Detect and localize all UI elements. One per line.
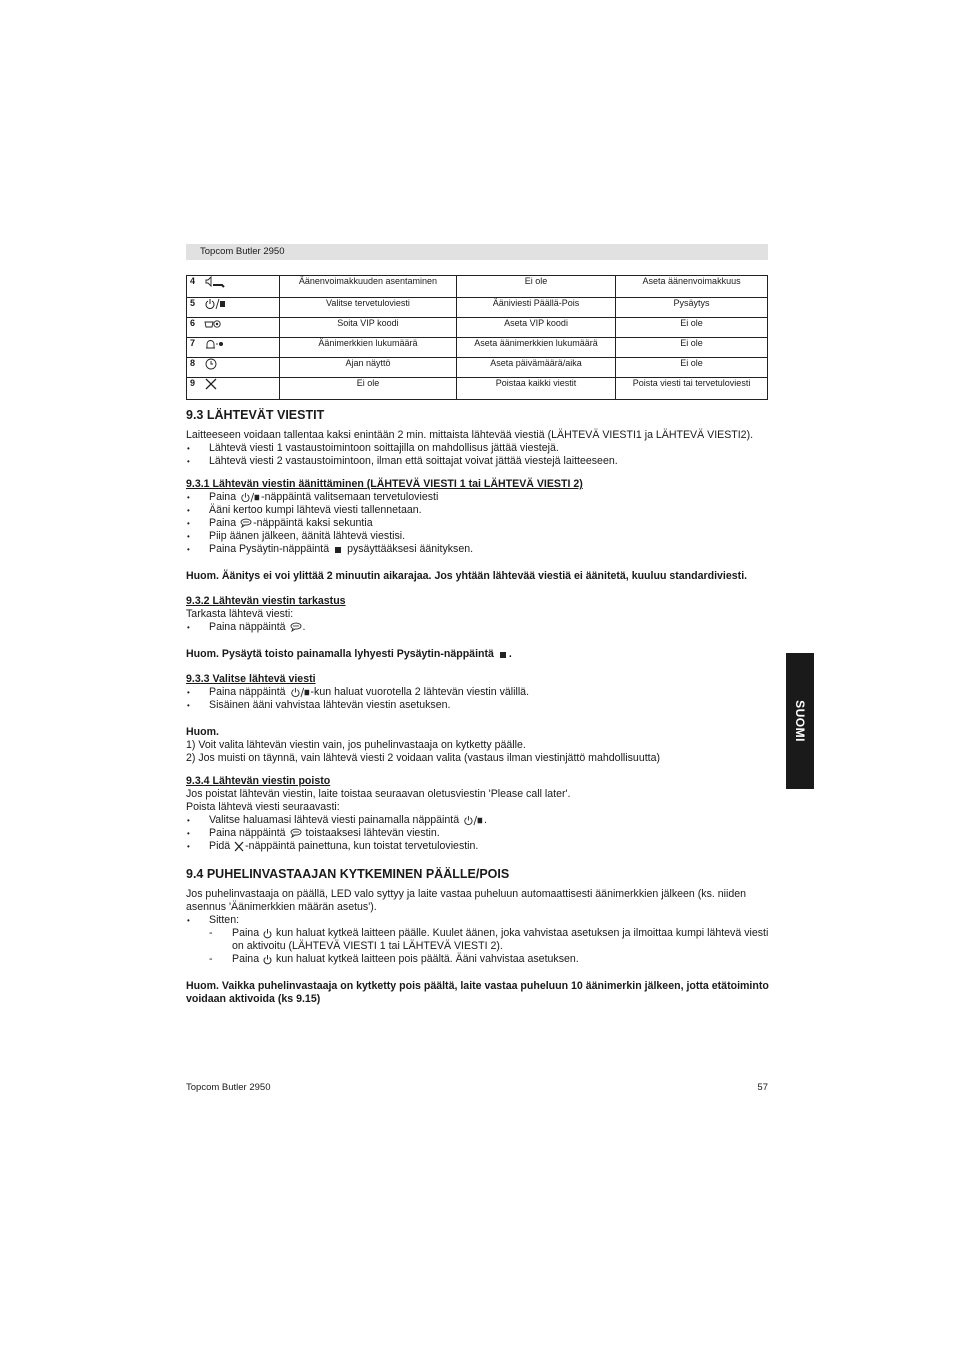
table-row [187, 358, 768, 378]
table-cell: Ajan näyttö [280, 358, 457, 378]
list-item: • Paina -näppäintä valitsemaan tervetuloviesti [186, 491, 776, 504]
note-title: Huom. [186, 726, 219, 738]
list-item: • Sitten: [186, 914, 776, 927]
bullet-list [186, 491, 776, 556]
list-item: • Paina näppäintä -kun haluat vuorotella 2 lähtevän viestin välillä. [186, 686, 776, 699]
table-cell: Äänimerkkien lukumäärä [280, 338, 457, 358]
vip-icon [204, 318, 222, 330]
table-cell: Ei ole [280, 378, 457, 400]
table-cell: Pysäytys [616, 298, 768, 318]
main-content [186, 408, 776, 1006]
table-cell: Aseta äänenvoimakkuus [616, 276, 768, 298]
header-bar [186, 244, 768, 260]
ring-count-icon [204, 338, 224, 350]
bullet-list [186, 914, 776, 927]
note: Huom. Äänitys ei voi ylittää 2 minuutin aikarajaa. Jos yhtään lähtevää viestiä ei äänitetä, kuuluu standardiviesti. [186, 570, 748, 582]
power-stop-icon [204, 298, 226, 310]
note: Huom. Pysäytä toisto painamalla lyhyesti Pysäytin-näppäintä . [186, 648, 512, 660]
bullet-list [186, 686, 776, 712]
table-cell: Ei ole [616, 338, 768, 358]
section-title-9-3-1: 9.3.1 Lähtevän viestin äänittäminen (LÄHTEVÄ VIESTI 1 tai LÄHTEVÄ VIESTI 2) [186, 478, 583, 490]
table-cell: Ei ole [456, 276, 615, 298]
list-item: • Valitse haluamasi lähtevä viesti painamalla näppäintä . [186, 814, 776, 827]
speech-bubble-icon [239, 518, 253, 529]
bullet-list [186, 442, 776, 468]
paragraph: Tarkasta lähtevä viesti: [186, 608, 294, 620]
list-item: - Paina kun haluat kytkeä laitteen päälle. Kuulet äänen, joka vahvistaa asetuksen ja ilmoittaa kumpi lähtevä viesti on aktivoitu (LÄHTEVÄ VIESTI 1 tai LÄHTEVÄ VIESTI 2). [186, 927, 776, 953]
list-item: • Lähtevä viesti 1 vastaustoimintoon soittajilla on mahdollisus jättää viestejä. [186, 442, 776, 455]
power-stop-icon [289, 687, 311, 698]
section-title-9-3: 9.3 LÄHTEVÄT VIESTIT [186, 408, 325, 422]
list-item: • Paina näppäintä toistaaksesi lähtevän viestin. [186, 827, 776, 840]
list-item: - Paina kun haluat kytkeä laitteen pois päältä. Ääni vahvistaa asetuksen. [186, 953, 776, 966]
stop-icon [497, 649, 509, 660]
bullet-list [186, 814, 776, 853]
list-item: • Paina -näppäintä kaksi sekuntia [186, 517, 776, 530]
language-tab-label: SUOMI [793, 700, 807, 742]
list-item: • Lähtevä viesti 2 vastaustoimintoon, ilman että soittajat voivat jättää viestejä laitteeseen. [186, 455, 776, 468]
key-number: 9 [190, 378, 196, 389]
footer-title: Topcom Butler 2950 [186, 1082, 271, 1093]
dash-list [186, 927, 776, 966]
paragraph: 2) Jos muisti on täynnä, vain lähtevä viesti 2 voidaan valita (vastaus ilman viestinjättö mahdollisuutta) [186, 752, 661, 764]
clock-icon [204, 358, 218, 370]
power-icon [262, 928, 273, 939]
section-title-9-3-3: 9.3.3 Valitse lähtevä viesti [186, 673, 316, 685]
section-title-9-3-2: 9.3.2 Lähtevän viestin tarkastus [186, 595, 346, 607]
key-number: 6 [190, 318, 196, 329]
table-cell: Ei ole [616, 358, 768, 378]
list-item: • Paina näppäintä . [186, 621, 776, 634]
section-title-9-3-4: 9.3.4 Lähtevän viestin poisto [186, 775, 331, 787]
section-title-9-4: 9.4 PUHELINVASTAAJAN KYTKEMINEN PÄÄLLE/POIS [186, 867, 510, 881]
table-cell: Aseta äänimerkkien lukumäärä [456, 338, 615, 358]
list-item: • Pidä -näppäintä painettuna, kun toistat tervetuloviestin. [186, 840, 776, 853]
list-item: • Ääni kertoo kumpi lähtevä viesti tallennetaan. [186, 504, 776, 517]
table-cell: Aseta päivämäärä/aika [456, 358, 615, 378]
paragraph: Laitteeseen voidaan tallentaa kaksi enintään 2 min. mittaista lähtevää viestiä (LÄHTEVÄ VIESTI1 ja LÄHTEVÄ VIESTI2). [186, 429, 754, 441]
key-number: 7 [190, 338, 196, 349]
note: Huom. Vaikka puhelinvastaaja on kytketty pois päältä, laite vastaa puheluun 10 äänimerkin jälkeen, jotta etätoiminto voidaan aktivoida (ks 9.15) [186, 980, 769, 1005]
table-cell: Ei ole [616, 318, 768, 338]
key-number: 8 [190, 358, 196, 369]
table-cell: Valitse tervetuloviesti [280, 298, 457, 318]
paragraph: Jos poistat lähtevän viestin, laite toistaa seuraavan oletusviestin 'Please call later'. [186, 788, 571, 800]
list-item: • Paina Pysäytin-näppäintä pysäyttääksesi äänityksen. [186, 543, 776, 556]
header-title: Topcom Butler 2950 [200, 246, 285, 257]
table-cell: Ääniviesti Päällä-Pois [456, 298, 615, 318]
power-stop-icon [462, 815, 484, 826]
paragraph: Poista lähtevä viesti seuraavasti: [186, 801, 340, 813]
table-cell: Äänenvoimakkuuden asentaminen [280, 276, 457, 298]
key-number: 4 [190, 276, 196, 287]
table-cell: Aseta VIP koodi [456, 318, 615, 338]
delete-icon [233, 841, 245, 852]
list-item: • Sisäinen ääni vahvistaa lähtevän viestin asetuksen. [186, 699, 776, 712]
key-function-table [186, 275, 768, 400]
paragraph: Jos puhelinvastaaja on päällä, LED valo syttyy ja laite vastaa puheluun automaattisesti äänimerkkien jälkeen (ks. niiden asennus 'Äänimerkkien määrän asetus'). [186, 888, 747, 913]
language-tab [786, 653, 814, 789]
bullet-list [186, 621, 776, 634]
table-row [187, 378, 768, 400]
table-row [187, 276, 768, 298]
table-cell: Soita VIP koodi [280, 318, 457, 338]
key-number: 5 [190, 298, 196, 309]
table-row [187, 338, 768, 358]
power-icon [262, 954, 273, 965]
speech-bubble-icon [289, 622, 303, 633]
list-item: • Piip äänen jälkeen, äänitä lähtevä viestisi. [186, 530, 776, 543]
volume-icon [204, 276, 226, 288]
stop-icon [332, 544, 344, 555]
speech-bubble-icon [289, 828, 303, 839]
paragraph: 1) Voit valita lähtevän viestin vain, jos puhelinvastaaja on kytketty päälle. [186, 739, 526, 751]
page-number: 57 [757, 1082, 768, 1093]
power-stop-icon [239, 492, 261, 503]
table-row [187, 298, 768, 318]
delete-icon [204, 378, 218, 390]
table-row [187, 318, 768, 338]
table-cell: Poista viesti tai tervetuloviesti [616, 378, 768, 400]
table-cell: Poistaa kaikki viestit [456, 378, 615, 400]
